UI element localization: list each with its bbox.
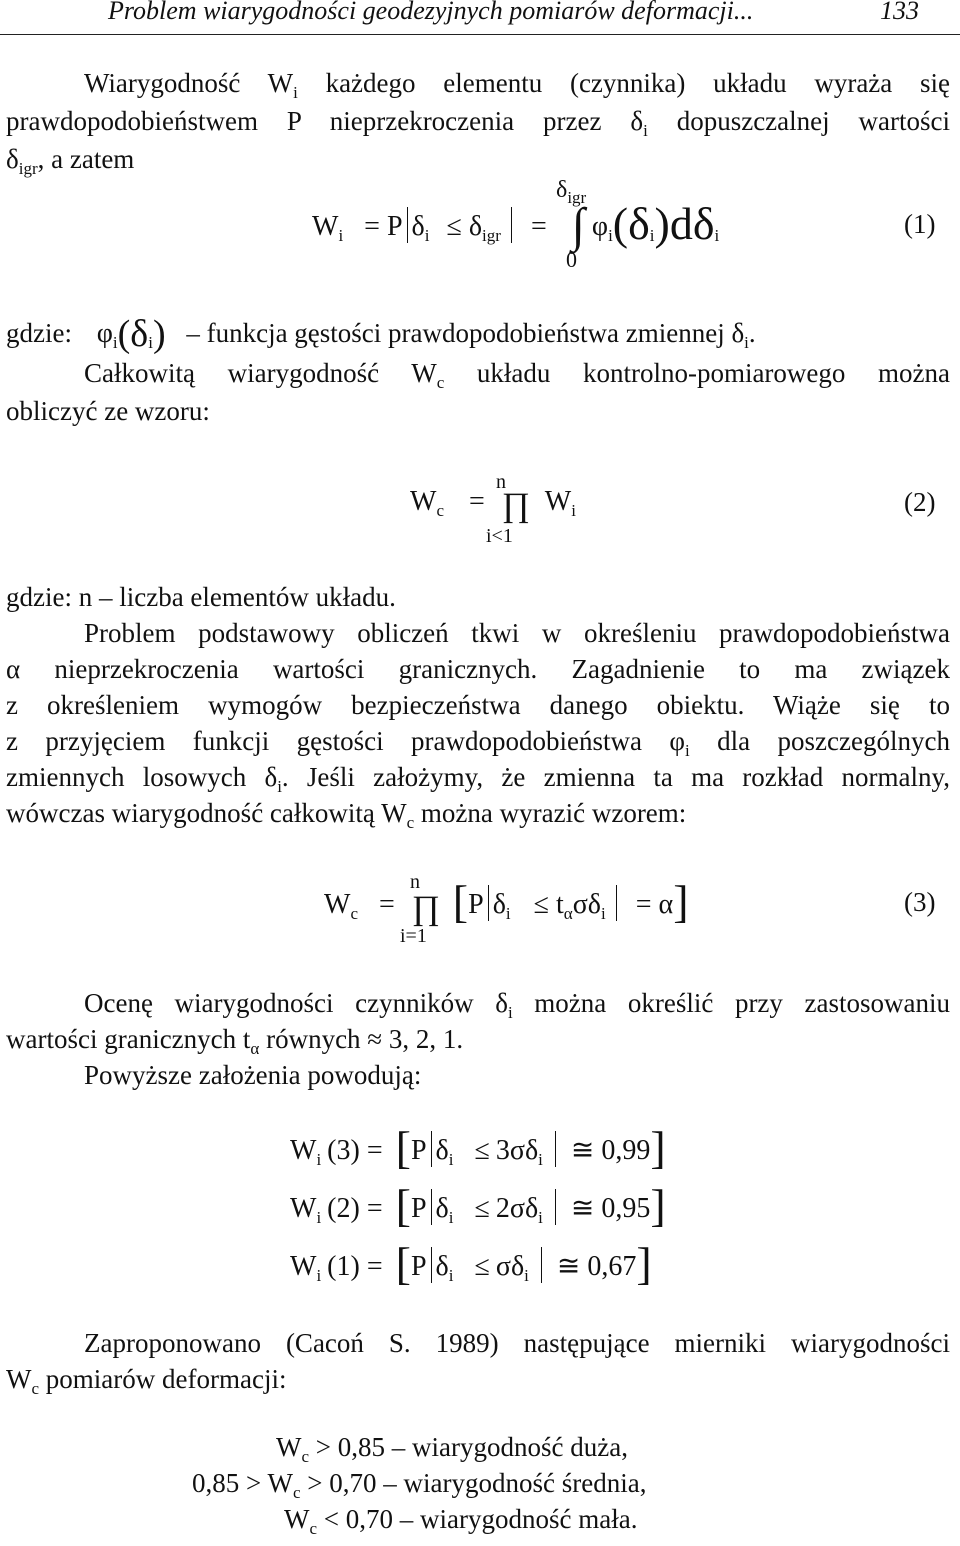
paragraph-4-line-3: Powyższe założenia powodują: [84, 1060, 422, 1090]
equation-3: $W_c$ = ∏ [P $\delta_i \le t_\alpha\sigma\delta_i = \alpha$] [324, 876, 689, 927]
page-number: 133 [880, 0, 919, 25]
paragraph-2-line-1: Całkowitą wiarygodność $W_c$ układu kontrolno-pomiarowego można [84, 358, 950, 392]
paragraph-3-line-1: Problem podstawowy obliczeń tkwi w określeniu prawdopodobieństwa [84, 618, 950, 648]
reliability-row-2: $W_i$ (2) = [P $\delta_i \le 2\sigma\delta_i$ ≅ 0,95] [290, 1180, 666, 1231]
paragraph-2-line-2: obliczyć ze wzoru: [6, 396, 210, 426]
product-3-upper: n [410, 871, 420, 893]
paragraph-5-line-2: $W_c$ pomiarów deformacji: [6, 1364, 287, 1398]
paragraph-5-line-1: Zaproponowano (Cacoń S. 1989) następujące mierniki wiarygodności [84, 1328, 950, 1358]
paragraph-3-line-6: wówczas wiarygodność całkowitą $W_c$ można wyrazić wzorem: [6, 798, 687, 832]
definition-phi: gdzie: $\varphi_i(\delta_i)$ – funkcja gęstości prawdopodobieństwa zmiennej $\delta_i$. [6, 313, 756, 355]
paragraph-3-line-4: z przyjęciem funkcji gęstości prawdopodobieństwa $\varphi_i$ dla poszczególnych [6, 726, 950, 760]
reliability-row-3: $W_i$ (3) = [P $\delta_i \le 3\sigma\delta_i$ ≅ 0,99] [290, 1122, 666, 1173]
running-header [0, 0, 960, 35]
product-upper: n [496, 471, 506, 493]
integral-upper-limit: $\delta_{igr}$ [556, 177, 587, 207]
equation-1: $W_i = P$ $\delta_i \le \delta_{igr}$ = ∫ $\varphi_i(\delta_i)d\delta_i$ [312, 198, 720, 252]
product-lower: i<1 [486, 525, 513, 547]
paragraph-4-line-2: wartości granicznych $t_\alpha$ równych ≈ 3, 2, 1. [6, 1024, 464, 1058]
integral-lower-limit: 0 [566, 247, 577, 272]
paragraph-1-line-3: $\delta_{igr}$, a zatem [6, 144, 135, 178]
criterion-low: $W_c < 0,70$ – wiarygodność mała. [284, 1504, 638, 1538]
equation-1-number: (1) [904, 209, 936, 239]
paragraph-4-line-1: Ocenę wiarygodności czynników $\delta_i$ można określić przy zastosowaniu [84, 988, 950, 1022]
criterion-medium: $0,85 > W_c > 0,70$ – wiarygodność średnia, [192, 1468, 647, 1502]
paragraph-3-line-2: α nieprzekroczenia wartości granicznych. Zagadnienie to ma związek [6, 654, 950, 684]
criterion-high: $W_c > 0,85$ – wiarygodność duża, [276, 1432, 628, 1466]
product-3-lower: i=1 [400, 925, 427, 947]
equation-3-number: (3) [904, 887, 936, 917]
paragraph-3-line-3: z określeniem wymogów bezpieczeństwa danego obiektu. Wiąże się to [6, 690, 950, 720]
paragraph-1-line-2: prawdopodobieństwem P nieprzekroczenia przez $\delta_i$ dopuszczalnej wartości [6, 106, 950, 140]
paragraph-3-line-5: zmiennych losowych $\delta_i$. Jeśli założymy, że zmienna ta ma rozkład normalny, [6, 762, 951, 796]
paragraph-1-line-1: Wiarygodność $W_i$ każdego elementu (czynnika) układu wyraża się [84, 68, 950, 102]
equation-2: $W_c$ = ∏ $W_i$ [410, 486, 576, 524]
running-title: Problem wiarygodności geodezyjnych pomiarów deformacji... [108, 0, 754, 25]
equation-2-number: (2) [904, 487, 936, 517]
reliability-row-1: $W_i$ (1) = [P $\delta_i \le \sigma\delta_i$ ≅ 0,67] [290, 1238, 652, 1289]
definition-n: gdzie: n – liczba elementów układu. [6, 582, 396, 612]
